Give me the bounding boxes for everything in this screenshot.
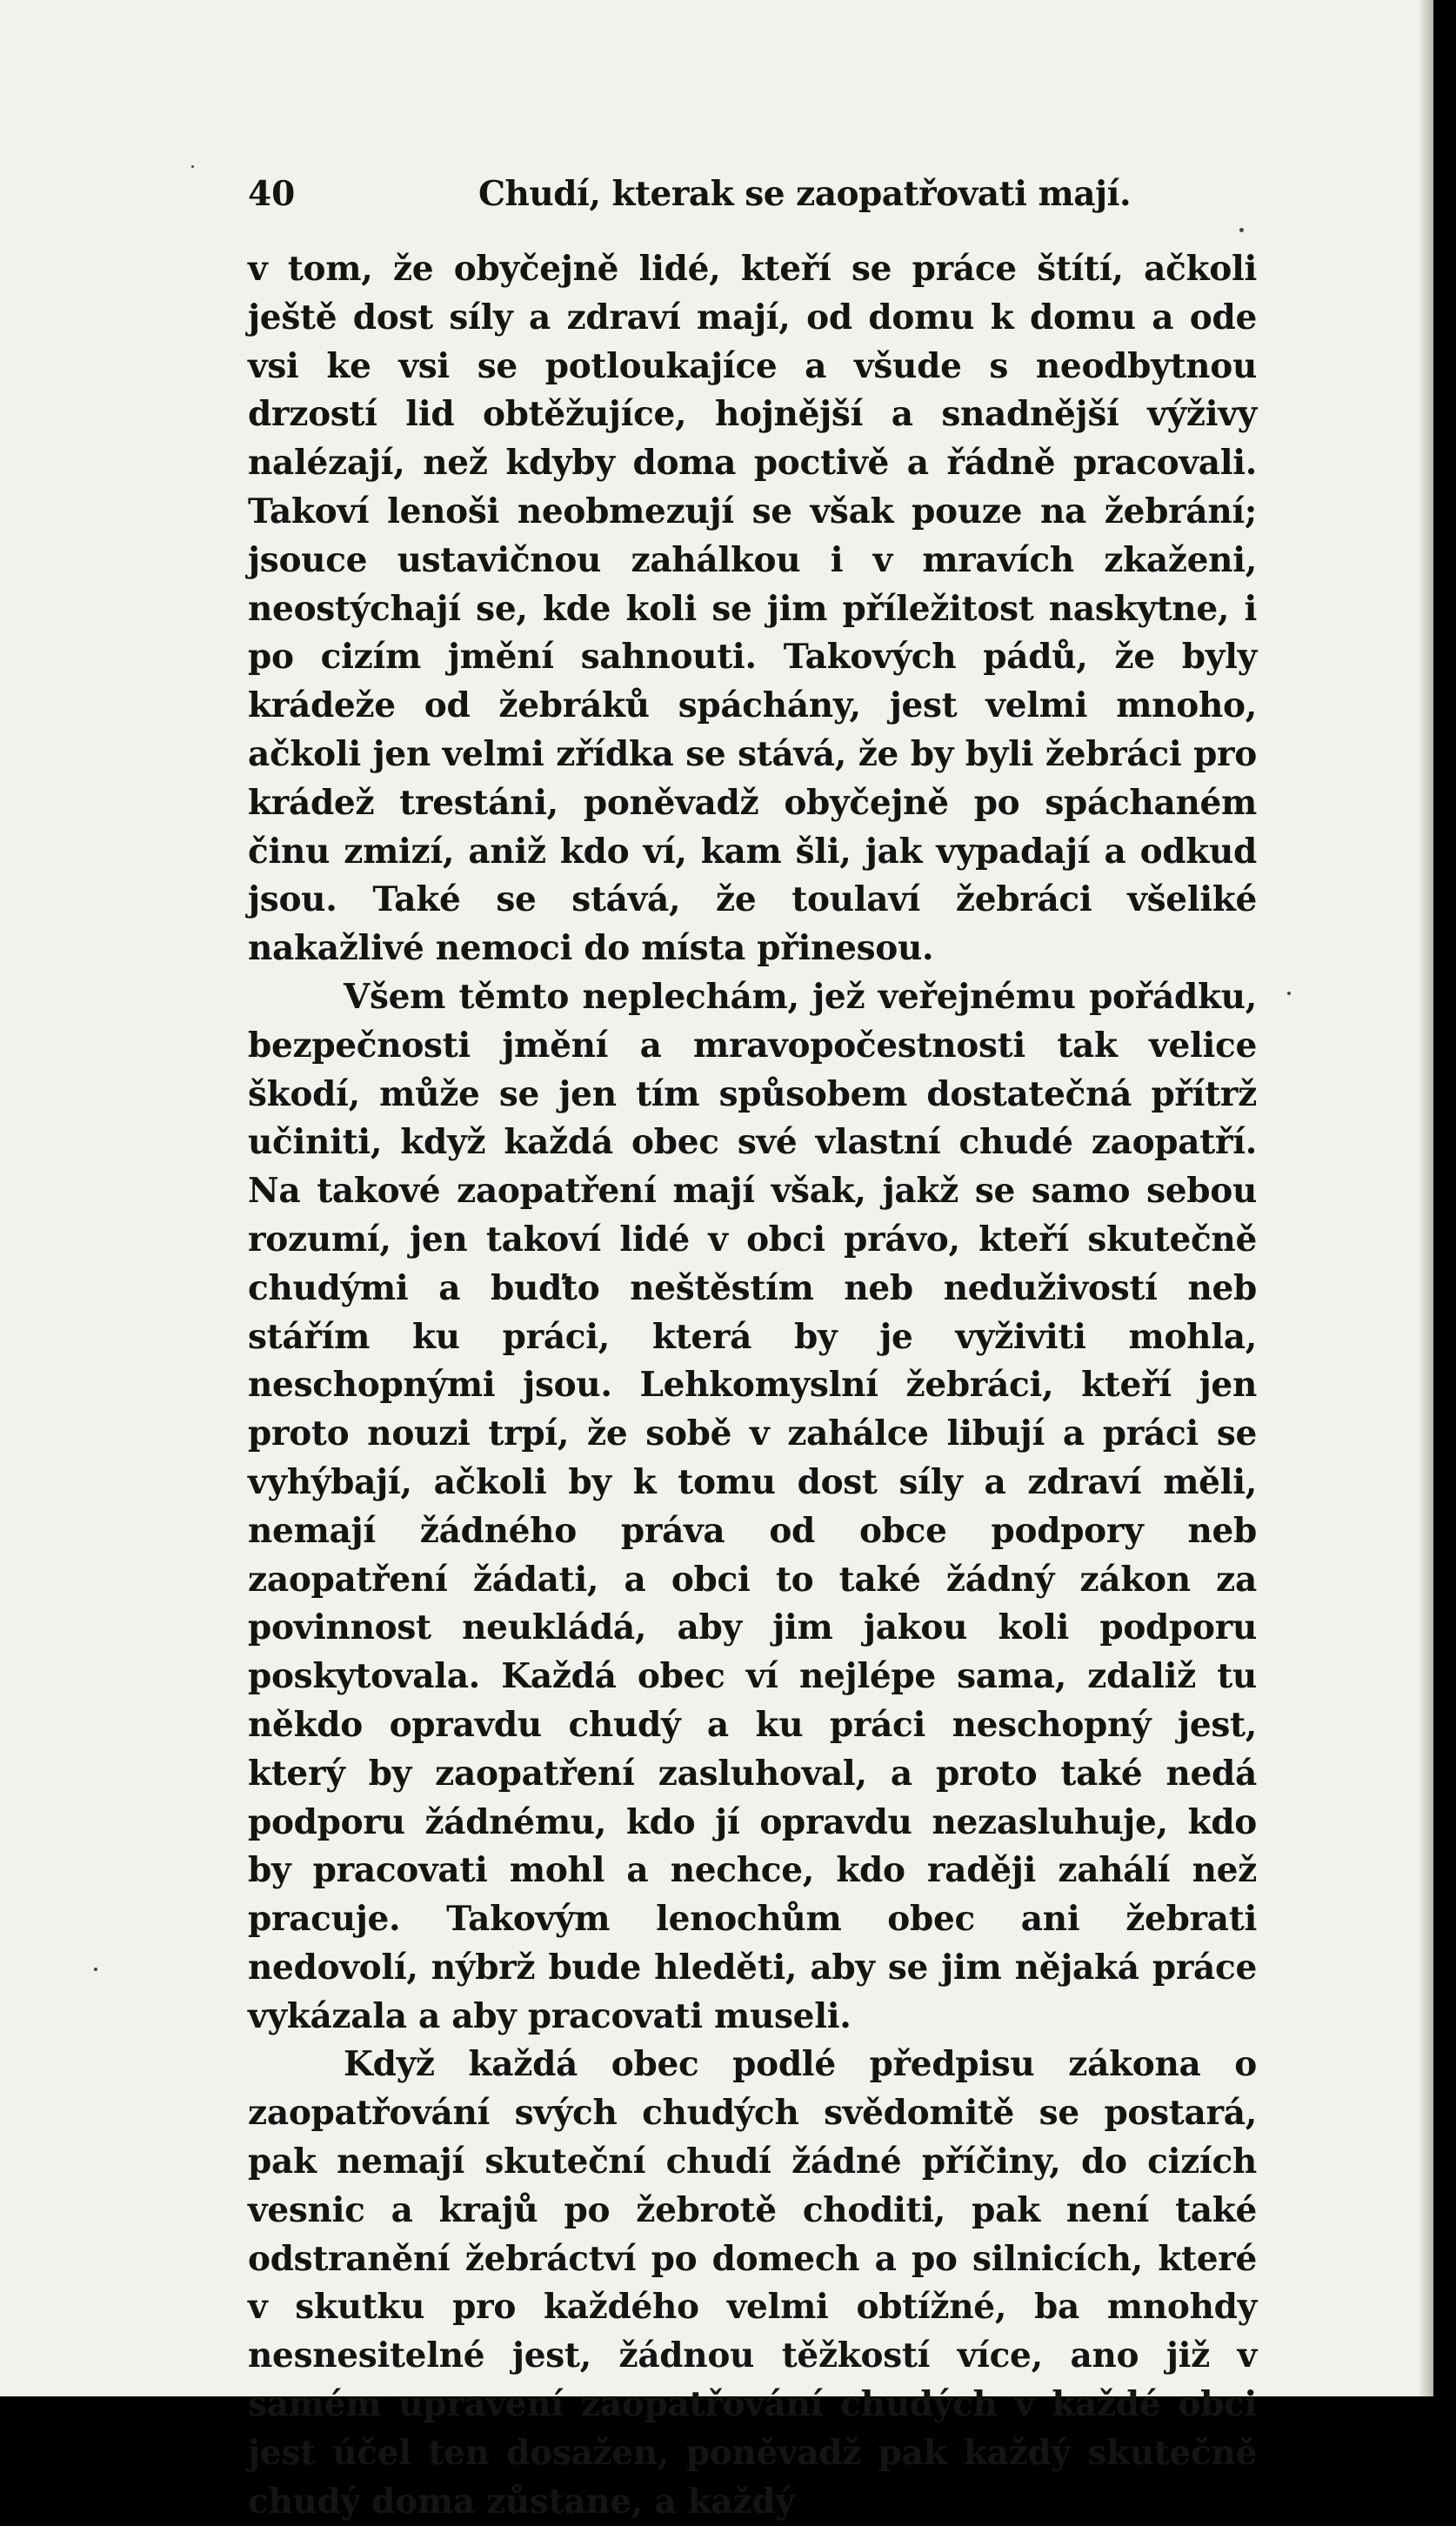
ink-speck [1287,992,1291,995]
running-header [248,174,1257,230]
running-title: Chudí, kterak se zaopatřovati mají. [478,174,1132,214]
body-paragraph-3: Když každá obec podlé předpisu zákona o zaopatřování svých chudých svědomitě se postará, pak nemají skuteční chudí žádné příčiny, do cizích vesnic a krajů po žebrotě choditi, pak není také odstranění žebráctví po domech a po silnicích, které v skutku pro každého velmi obtížné, ba mnohdy nesnesitelné jest, žádnou těžkostí více, ano již v samém upravení zaopatřování chudých v každé obci jest účel ten dosažen, poněvadž pak každý skutečně chudý doma zůstane, a každý [248,2044,1257,2522]
body-paragraph-2: Všem těmto neplechám, jež veřejnému pořádku, bezpečnosti jmění a mravopočestnosti tak velice škodí, může se jen tím spůsobem dostatečná přítrž učiniti, když každá obec své vlastní chudé zaopatří. Na takové zaopatření mají však, jakž se samo sebou rozumí, jen takoví lidé v obci právo, kteří skutečně chudými a buďto neštěstím neb neduživostí neb stářím ku práci, která by je vyživiti mohla, neschopnými jsou. Lehkomyslní žebráci, kteří jen proto nouzi trpí, že sobě v zahálce libují a práci se vyhýbají, ačkoli by k tomu dost síly a zdraví měli, nemají žádného práva od obce podpory neb zaopatření žádati, a obci to také žádný zákon za povinnost neukládá, aby jim jakou koli podporu poskytovala. Každá obec ví nejlépe sama, zdaliž tu někdo opravdu chudý a ku práci neschopný jest, který by zaopatření zasluhoval, a proto také nedá podporu žádnému, kdo jí opravdu nezasluhuje, kdo by pracovati mohl a nechce, kdo raději zahálí než pracuje. Takovým lenochům obec ani žebrati nedovolí, nýbrž bude hleděti, aby se jim nějaká práce vykázala a aby pracovati museli. [248,976,1257,2036]
ink-speck [191,165,194,168]
ink-speck [94,1968,97,1971]
page-number: 40 [248,174,296,214]
body-paragraph-1: v tom, že obyčejně lidé, kteří se práce štítí, ačkoli ještě dost síly a zdraví mají, od domu k domu a ode vsi ke vsi se potloukajíce a všude s neodbytnou drzostí lid obtěžujíce, hojnější a snadnější výživy nalézají, než kdyby doma poctivě a řádně pracovali. Takoví lenoši neobmezují se však pouze na žebrání; jsouce ustavičnou zahálkou i v mravích zkaženi, neostýchají se, kde koli se jim příležitost naskytne, i po cizím jmění sahnouti. Takových pádů, že byly krádeže od žebráků spáchány, jest velmi mnoho, ačkoli jen velmi zřídka se stává, že by byli žebráci pro krádež trestáni, poněvadž obyčejně po spáchaném činu zmizí, aniž kdo ví, kam šli, jak vypadají a odkud jsou. Také se stává, že toulaví žebráci všeliké nakažlivé nemoci do místa přinesou. [248,249,1257,969]
text-block [248,174,1257,2526]
page-edge-shadow [1418,0,1433,2396]
